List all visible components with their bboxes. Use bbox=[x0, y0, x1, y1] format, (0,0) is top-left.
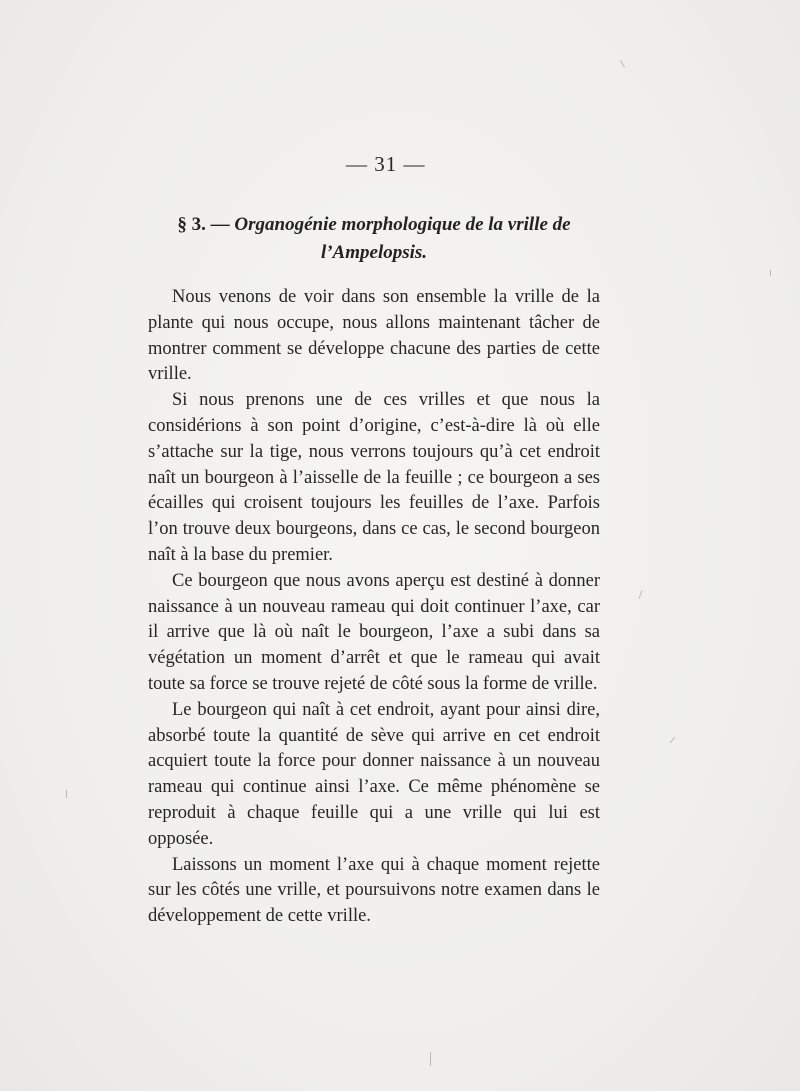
paper-speck bbox=[670, 737, 676, 744]
page-number: — 31 — bbox=[346, 152, 426, 176]
paragraph: Si nous prenons une de ces vrilles et que nous la considérions à son point d’origine, c’est-à-dire là où elle s’attache sur la tige, nous verrons toujours qu’à cet endroit naît un bourgeon à l’aisselle de la feuille ; ce bourgeon a ses écailles qui croisent toujours les feuilles de l’axe. Parfois l’on trouve deux bourgeons, dans ce cas, le second bourgeon naît à la base du premier. bbox=[148, 390, 600, 565]
paragraph: Nous venons de voir dans son ensemble la vrille de la plante qui nous occupe, nous allons maintenant tâcher de montrer comment se développe chacune des parties de cette vrille. bbox=[148, 287, 600, 385]
paper-speck bbox=[430, 1052, 431, 1066]
heading-line-1 bbox=[148, 211, 600, 239]
heading-line-2: l’Ampelopsis. bbox=[320, 242, 428, 263]
paper-speck bbox=[66, 790, 67, 798]
section-heading bbox=[148, 211, 600, 267]
section-mark: § 3. — bbox=[177, 214, 230, 235]
paper-speck bbox=[620, 60, 625, 67]
paragraph: Laissons un moment l’axe qui à chaque moment rejette sur les côtés une vrille, et poursuivons notre examen dans le développement de cette vrille. bbox=[148, 854, 600, 927]
paper-speck bbox=[638, 590, 642, 599]
paragraph: Ce bourgeon que nous avons aperçu est destiné à donner naissance à un nouveau rameau qui doit continuer l’axe, car il arrive que là où naît le bourgeon, l’axe a subi dans sa végétation un moment d’arrêt et que le rameau qui avait toute sa force se trouve rejeté de côté sous la forme de vrille. bbox=[148, 570, 600, 694]
section-title: Organogénie morphologique de la vrille de bbox=[234, 214, 571, 235]
body-text bbox=[148, 285, 600, 930]
paragraph: Le bourgeon qui naît à cet endroit, ayant pour ainsi dire, absorbé toute la quantité de sève qui arrive en cet endroit acquiert toute la force pour donner naissance à un nouveau rameau qui continue ainsi l’axe. Ce même phénomène se reproduit à chaque feuille qui a une vrille qui lui est opposée. bbox=[148, 699, 600, 849]
paper-speck bbox=[770, 270, 771, 276]
